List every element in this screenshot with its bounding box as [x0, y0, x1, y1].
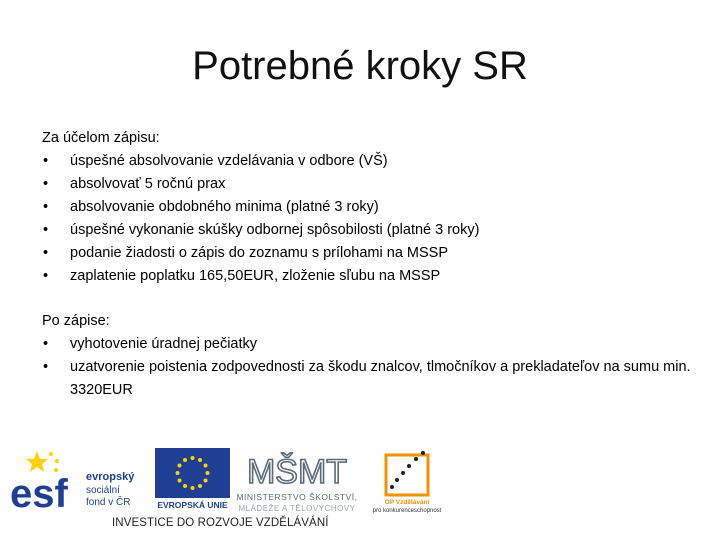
eu-flag-logo [155, 448, 230, 510]
svg-text:MLÁDEŽE A TĚLOVÝCHOVY: MLÁDEŽE A TĚLOVÝCHOVY [238, 504, 356, 513]
bullet: • [43, 336, 49, 352]
bullet: • [43, 176, 49, 192]
slide-body [42, 127, 692, 402]
bullet: • [43, 153, 49, 169]
list-item: • úspešné absolvovanie vzdelávania v odbore (VŠ) [42, 150, 692, 173]
list-po-zapise [42, 333, 692, 402]
svg-text:evropský: evropský [86, 471, 135, 483]
list-zapis [42, 150, 692, 288]
svg-text:MINISTERSTVO ŠKOLSTVÍ,: MINISTERSTVO ŠKOLSTVÍ, [236, 492, 358, 502]
bullet: • [43, 222, 49, 238]
list-item: • absolvovanie obdobného minima (platné 3 roky) [42, 196, 692, 219]
list-item: • úspešné vykonanie skúšky odbornej spôsobilosti (platné 3 roky) [42, 219, 692, 242]
list-item: • vyhotovenie úradnej pečiatky [42, 333, 692, 356]
bullet: • [43, 199, 49, 215]
op-vzdelavani-logo [370, 445, 460, 515]
svg-text:pro konkurenceschopnost: pro konkurenceschopnost [372, 508, 442, 514]
list-item: • uzatvorenie poistenia zodpovednosti za škodu znalcov, tlmočníkov a prekladateľov na sumu min. 3320EUR [42, 356, 692, 402]
bullet: • [43, 268, 49, 284]
investice-caption: INVESTICE DO ROZVOJE VZDĚLÁVÁNÍ [112, 517, 329, 529]
slide-title: Potrebné kroky SR [192, 44, 528, 88]
footer-logos [10, 445, 470, 537]
section-heading-po-zapise: Po zápise: [42, 313, 110, 329]
msmt-logo [232, 445, 362, 515]
svg-text:EVROPSKÁ UNIE: EVROPSKÁ UNIE [157, 500, 228, 510]
msmt-mark: MŠMT [246, 453, 348, 491]
esf-letters: esf [10, 472, 68, 515]
svg-text:fond v ČR: fond v ČR [86, 497, 131, 508]
svg-text:sociální: sociální [86, 485, 120, 496]
list-item: • podanie žiadosti o zápis do zoznamu s prílohami na MSSP [42, 242, 692, 265]
list-item: • zaplatenie poplatku 165,50EUR, zloženie sľubu na MSSP [42, 265, 692, 288]
svg-text:OP Vzdělávání: OP Vzdělávání [384, 499, 430, 506]
section-heading-zapis: Za účelom zápisu: [42, 130, 160, 146]
list-item: • absolvovať 5 ročnú prax [42, 173, 692, 196]
esf-logo [10, 447, 150, 515]
bullet: • [43, 245, 49, 261]
bullet: • [43, 359, 49, 375]
